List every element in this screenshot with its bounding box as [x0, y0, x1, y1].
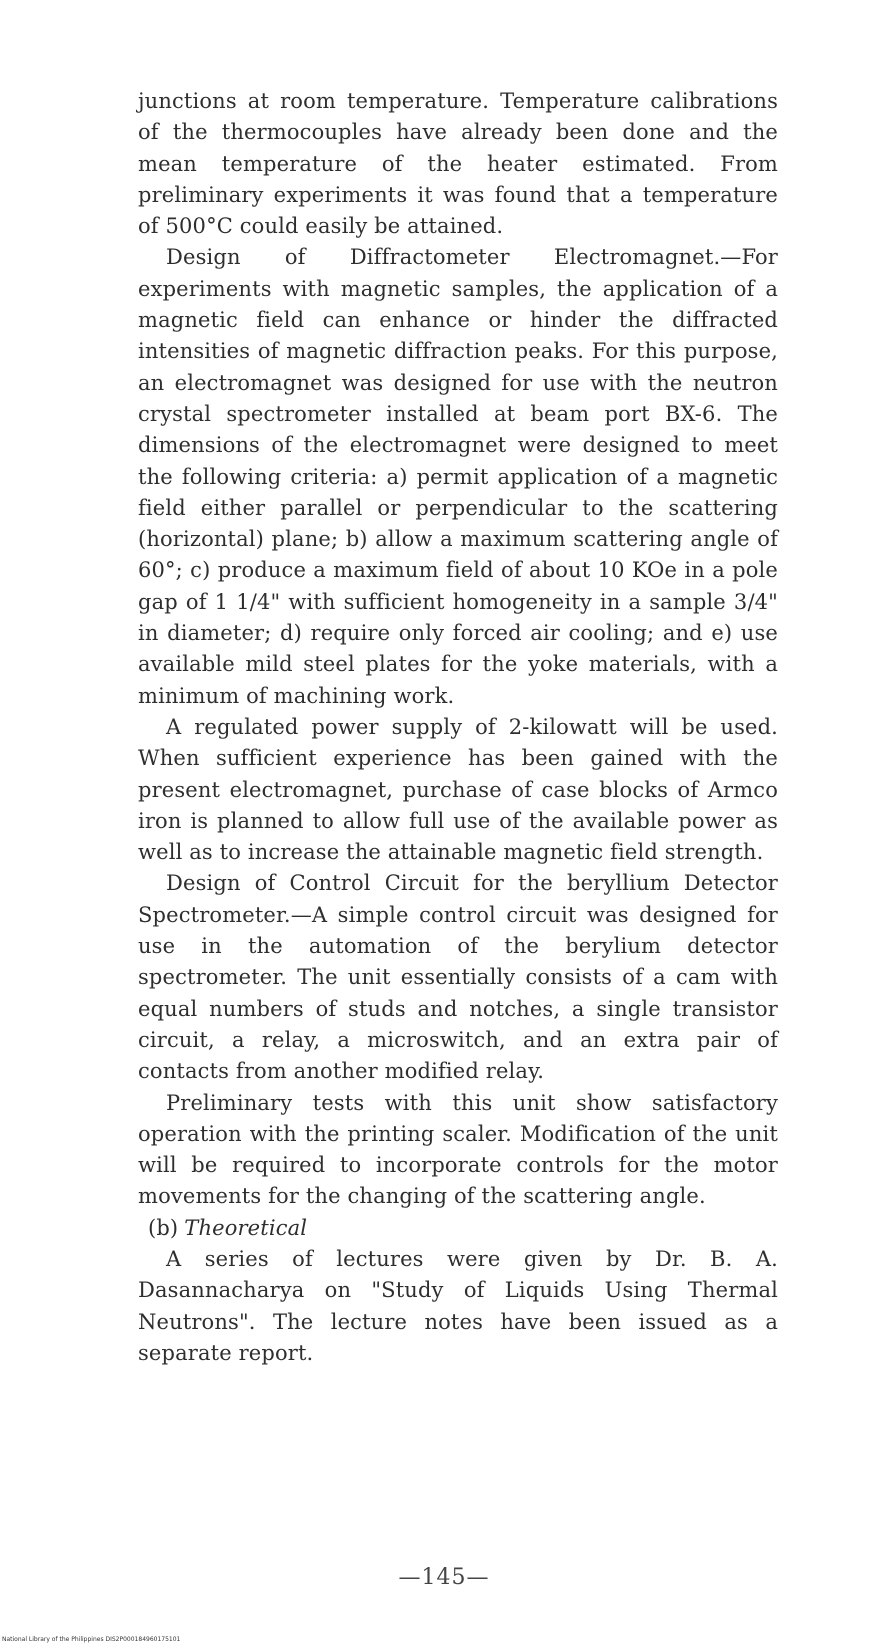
- paragraph-preliminary-tests: Preliminary tests with this unit show satisfactory operation with the printing scaler. Modification of the unit will be required to incorporate controls for the motor movements for the changing of the scattering angle.: [138, 1090, 778, 1209]
- section-title: Theoretical: [184, 1215, 308, 1240]
- library-stamp: National Library of the Philippines DIS2P000184960175101: [2, 1636, 181, 1643]
- section-label: (b): [148, 1215, 179, 1240]
- paragraph-lectures: A series of lectures were given by Dr. B. A. Dasannacharya on "Study of Liquids Using Thermal Neutrons". The lecture notes have been issued as a separate report.: [138, 1246, 778, 1365]
- paragraph-thermocouples: junctions at room temperature. Temperature calibrations of the thermocouples have already been done and the mean temperature of the heater estimated. From preliminary experiments it was found that a temperature of 500°C could easily be attained.: [138, 89, 778, 239]
- page-number: —145—: [398, 1565, 490, 1590]
- section-heading: [120, 1213, 760, 1244]
- body-text: [138, 86, 778, 1369]
- paragraph-power-supply: A regulated power supply of 2-kilowatt will be used. When sufficient experience has been gained with the present electromagnet, purchase of case blocks of Armco iron is planned to allow full use of the available power as well as to increase the attainable magnetic field strength.: [138, 714, 778, 865]
- paragraph-control-circuit: Design of Control Circuit for the beryllium Detector Spectrometer.—A simple control circuit was designed for use in the automation of the berylium detector spectrometer. The unit essentially consists of a cam with equal numbers of studs and notches, a single transistor circuit, a relay, a microswitch, and an extra pair of contacts from another modified relay.: [138, 871, 778, 1084]
- paragraph-electromagnet-design: Design of Diffractometer Electromagnet.—For experiments with magnetic samples, the application of a magnetic field can enhance or hinder the diffracted intensities of magnetic diffraction peaks. For this purpose, an electromagnet was designed for use with the neutron crystal spectrometer installed at beam port BX-6. The dimensions of the electromagnet were designed to meet the following criteria: a) permit application of a magnetic field either parallel or perpendicular to the scattering (horizontal) plane; b) allow a maximum scattering angle of 60°; c) produce a maximum field of about 10 KOe in a pole gap of 1 1/4" with sufficient homogeneity in a sample 3/4" in diameter; d) require only forced air cooling; and e) use available mild steel plates for the yoke materials, with a minimum of machining work.: [138, 245, 778, 708]
